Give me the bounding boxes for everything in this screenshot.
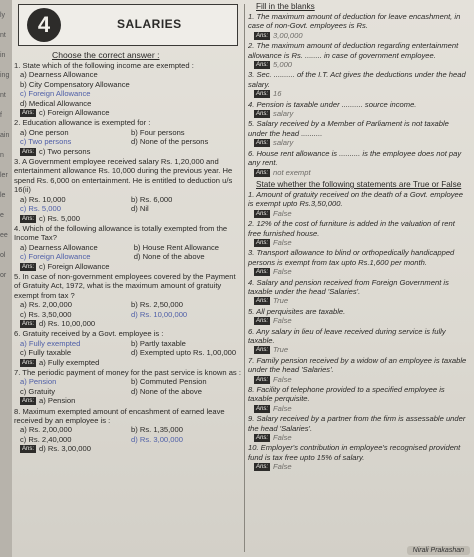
- option-marked: d) Rs. 10,00,000: [131, 309, 188, 319]
- answer-badge: Ans:: [22, 359, 35, 366]
- edge-text: ain: [0, 132, 10, 139]
- option: b) Rs. 2,50,000: [131, 300, 183, 310]
- option-marked: c) Two persons: [20, 137, 72, 147]
- answer-row: [248, 238, 470, 247]
- answer-row: [248, 89, 470, 98]
- option: a) One person: [20, 127, 69, 137]
- answer-badge: Ans:: [256, 318, 269, 325]
- option: d) Exempted upto Rs. 1,00,000: [131, 348, 237, 358]
- answer-text: d) Rs. 3,00,000: [39, 444, 91, 454]
- edge-text: ee: [0, 232, 8, 239]
- adjacent-page-edge: [0, 0, 12, 557]
- answer-text: c) Two persons: [39, 146, 91, 156]
- answer-text: False: [273, 267, 292, 277]
- answer-row: [248, 375, 470, 384]
- fill-item: [248, 149, 470, 177]
- answer-text: not exempt: [273, 167, 311, 177]
- answer-badge: Ans:: [256, 111, 269, 118]
- option: c) Rs. 3,50,000: [20, 309, 72, 319]
- question-stem: 5. In case of non-government employees covered by the Payment of Gratuity Act, 1972, what is the maximum amount of gratuity exempt from tax ?: [14, 271, 236, 300]
- edge-text: nt: [0, 92, 6, 99]
- question-stem: 7. The periodic payment of money for the past service is known as :: [14, 368, 241, 377]
- tf-text: 7. Family pension received by a widow of an employee is taxable under the head 'Salaries'.: [248, 355, 467, 375]
- answer-text: salary: [273, 109, 294, 119]
- option: a) Rs. 2,00,000: [20, 300, 72, 310]
- option: a) Rs. 10,000: [20, 194, 66, 204]
- question-stem: 1. State which of the following income are exempted :: [14, 61, 194, 70]
- tf-text: 1. Amount of gratuity received on the death of a Govt. employee is exempt upto Rs.3,50,000.: [248, 189, 464, 209]
- answer-text: salary: [273, 138, 294, 148]
- chapter-title: SALARIES: [117, 17, 182, 31]
- tf-item: [248, 327, 470, 355]
- option: b) Rs. 6,000: [131, 194, 173, 204]
- question-stem: 8. Maximum exempted amount of encashment of earned leave received by an employee is :: [14, 406, 225, 426]
- answer-badge: Ans:: [22, 215, 35, 222]
- answer-row: [248, 433, 470, 442]
- answer-text: 16: [273, 89, 282, 99]
- options-grid: [14, 195, 242, 214]
- answer-row: [248, 209, 470, 218]
- option: b) Partly taxable: [131, 338, 186, 348]
- tf-item: [248, 356, 470, 384]
- answer-badge: Ans:: [256, 239, 269, 246]
- answer-text: False: [273, 316, 292, 326]
- edge-text: nt: [0, 32, 6, 39]
- mcq-question: [14, 329, 242, 367]
- option-marked: a) Pension: [20, 377, 57, 387]
- answer-badge: Ans:: [256, 32, 269, 39]
- answer-badge: Ans:: [256, 376, 269, 383]
- fill-text: 3. Sec. .......... of the I.T. Act gives the deductions under the head salary.: [248, 70, 466, 89]
- answer-row: [14, 396, 242, 405]
- answer-badge: Ans:: [256, 169, 269, 176]
- tf-text: 2. 12% of the cost of furniture is added in the valuation of rent free furnished house.: [248, 219, 455, 238]
- chapter-header: [18, 4, 238, 46]
- answer-badge: Ans:: [22, 398, 35, 405]
- answer-badge: Ans:: [22, 320, 35, 327]
- publisher-logo: Nirali Prakashan: [407, 546, 470, 555]
- option-marked: c) Rs. 5,000: [20, 204, 61, 214]
- tf-text: 6. Any salary in lieu of leave received during service is fully taxable.: [248, 326, 446, 345]
- options-grid: [14, 339, 242, 358]
- fill-blanks-heading: Fill in the blanks: [256, 2, 315, 11]
- answer-text: a) Fully exempted: [39, 357, 100, 367]
- column-divider: [244, 4, 245, 552]
- answer-text: d) Rs. 10,00,000: [39, 318, 96, 328]
- option: d) None of the above: [133, 252, 205, 262]
- mcq-question: [14, 407, 242, 454]
- answer-row: [248, 31, 470, 40]
- edge-text: or: [0, 272, 7, 279]
- answer-row: [248, 296, 470, 305]
- question-stem: 2. Education allowance is exempted for :: [14, 118, 151, 128]
- answer-text: 5,000: [273, 60, 293, 70]
- option: a) Dearness Allowance: [20, 70, 98, 80]
- option: d) None of the persons: [131, 137, 209, 147]
- question-stem: 6. Gratuity received by a Govt. employee is :: [14, 329, 164, 339]
- question-stem: 3. A Government employee received salary Rs. 1,20,000 and entertainment allowance Rs. 10,000 during the previous year. He spend Rs. 6,000 on entertainment. He is entitled to deduction u/s 16(ii): [14, 157, 233, 195]
- mcq-question: [14, 157, 242, 223]
- answer-text: False: [273, 403, 292, 413]
- tf-text: 9. Salary received by a partner from the firm is assessable under the head 'Salaries'.: [248, 414, 466, 433]
- answer-text: False: [273, 433, 292, 443]
- option-marked: a) Fully exempted: [20, 338, 81, 348]
- mcq-question: [14, 118, 242, 156]
- answer-badge: Ans:: [256, 464, 269, 471]
- answer-row: [248, 462, 470, 471]
- options-grid: [14, 425, 242, 444]
- options-grid: [14, 128, 242, 147]
- mcq-question: [14, 224, 242, 271]
- edge-text: ol: [0, 252, 6, 259]
- answer-row: [248, 138, 470, 147]
- option: c) Rs. 2,40,000: [20, 434, 72, 444]
- tf-item: [248, 219, 470, 247]
- question-stem: 4. Which of the following allowance is totally exempted from the Income Tax?: [14, 223, 228, 243]
- answer-text: False: [273, 208, 292, 218]
- edge-text: n: [0, 152, 4, 159]
- options-grid: [14, 243, 242, 262]
- answer-row: [248, 345, 470, 354]
- answer-badge: Ans:: [256, 62, 269, 69]
- fill-text: 4. Pension is taxable under .......... source income.: [248, 99, 417, 109]
- option-marked: c) Foreign Allowance: [20, 252, 91, 262]
- chapter-number-badge: 4: [27, 8, 61, 42]
- edge-text: ly: [0, 12, 6, 19]
- right-column: [248, 2, 470, 555]
- option: d) Medical Allowance: [20, 98, 92, 108]
- answer-badge: Ans:: [256, 347, 269, 354]
- tf-item: [248, 278, 470, 306]
- answer-row: [248, 404, 470, 413]
- options-grid: [14, 377, 242, 396]
- option: a) Dearness Allowance: [20, 242, 98, 252]
- left-column: [14, 2, 242, 555]
- answer-row: [14, 108, 242, 117]
- option: b) House Rent Allowance: [133, 242, 219, 252]
- fill-item: [248, 70, 470, 98]
- tf-text: 8. Facility of telephone provided to a specified employee is taxable perquisite.: [248, 385, 445, 404]
- options-grid: [14, 300, 242, 319]
- mcq-question: [14, 368, 242, 406]
- answer-text: False: [273, 237, 292, 247]
- answer-badge: Ans:: [256, 91, 269, 98]
- option: b) Rs. 1,35,000: [131, 425, 183, 435]
- tf-item: [248, 190, 470, 218]
- mcq-question: [14, 272, 242, 328]
- answer-text: True: [273, 345, 289, 355]
- answer-text: c) Foreign Allowance: [39, 108, 110, 118]
- answer-row: [14, 262, 242, 271]
- tf-item: [248, 414, 470, 442]
- answer-row: [14, 147, 242, 156]
- tf-item: [248, 385, 470, 413]
- edge-text: e: [0, 212, 4, 219]
- option-marked: c) Foreign Allowance: [20, 89, 91, 99]
- answer-badge: Ans:: [256, 140, 269, 147]
- mcq-heading: Choose the correct answer :: [52, 50, 160, 60]
- option: b) City Compensatory Allowance: [20, 79, 130, 89]
- answer-row: [14, 214, 242, 223]
- edge-text: f: [0, 112, 2, 119]
- answer-badge: Ans:: [22, 110, 35, 117]
- answer-row: [248, 168, 470, 177]
- answer-row: [248, 109, 470, 118]
- fill-text: 6. House rent allowance is .......... is the employee does not pay any rent.: [248, 148, 462, 168]
- edge-text: ing: [0, 72, 10, 79]
- answer-badge: Ans:: [256, 435, 269, 442]
- tf-text: 3. Transport allowance to blind or orthopedically handicapped persons is exempt from tax upto Rs.1,600 per month.: [248, 248, 455, 267]
- answer-badge: Ans:: [22, 446, 35, 453]
- edge-text: in: [0, 52, 6, 59]
- mcq-question: [14, 61, 242, 117]
- answer-badge: Ans:: [256, 298, 269, 305]
- answer-row: [248, 60, 470, 69]
- tf-item: [248, 307, 470, 326]
- fill-item: [248, 119, 470, 147]
- answer-text: False: [273, 462, 292, 472]
- answer-row: [248, 316, 470, 325]
- answer-text: c) Foreign Allowance: [39, 261, 110, 271]
- answer-badge: Ans:: [256, 269, 269, 276]
- option: d) Nil: [131, 204, 149, 214]
- option: d) None of the above: [131, 386, 202, 396]
- tf-item: [248, 443, 470, 471]
- answer-text: c) Rs. 5,000: [39, 213, 80, 223]
- answer-row: [14, 444, 242, 453]
- answer-text: a) Pension: [39, 396, 76, 406]
- tf-text: 5. All perquisites are taxable.: [248, 306, 346, 316]
- edge-text: le: [0, 192, 6, 199]
- answer-badge: Ans:: [256, 405, 269, 412]
- fill-item: [248, 100, 470, 119]
- answer-text: False: [273, 374, 292, 384]
- edge-text: ler: [0, 172, 8, 179]
- fill-text: 2. The maximum amount of deduction regarding entertainment allowance is Rs. ........ in case of government employee.: [248, 41, 459, 60]
- answer-text: True: [273, 296, 289, 306]
- answer-row: [248, 267, 470, 276]
- option-marked: d) Rs. 3,00,000: [131, 434, 183, 444]
- answer-row: [14, 319, 242, 328]
- option: a) Rs. 2,00,000: [20, 425, 72, 435]
- tf-text: 10. Employer's contribution in employee's recognised provident fund is tax free upto 15% of salary.: [248, 443, 461, 462]
- fill-text: 1. The maximum amount of deduction for leave encashment, in case of non-Govt. employees is Rs.: [248, 12, 461, 31]
- fill-item: [248, 12, 470, 40]
- answer-badge: Ans:: [22, 148, 35, 155]
- fill-text: 5. Salary received by a Member of Parliament is not taxable under the head ..........: [248, 119, 449, 138]
- option: b) Four persons: [131, 127, 185, 137]
- tf-text: 4. Salary and pension received from Foreign Government is taxable under the head 'Salaries'.: [248, 277, 449, 296]
- answer-badge: Ans:: [256, 210, 269, 217]
- answer-text: 3,00,000: [273, 30, 303, 40]
- tf-item: [248, 248, 470, 276]
- fill-item: [248, 41, 470, 69]
- option: c) Fully taxable: [20, 348, 72, 358]
- option: b) Commuted Pension: [131, 377, 207, 387]
- true-false-heading: State whether the following statements are True or False: [256, 179, 462, 189]
- answer-badge: Ans:: [22, 263, 35, 270]
- option: c) Gratuity: [20, 386, 56, 396]
- answer-row: [14, 358, 242, 367]
